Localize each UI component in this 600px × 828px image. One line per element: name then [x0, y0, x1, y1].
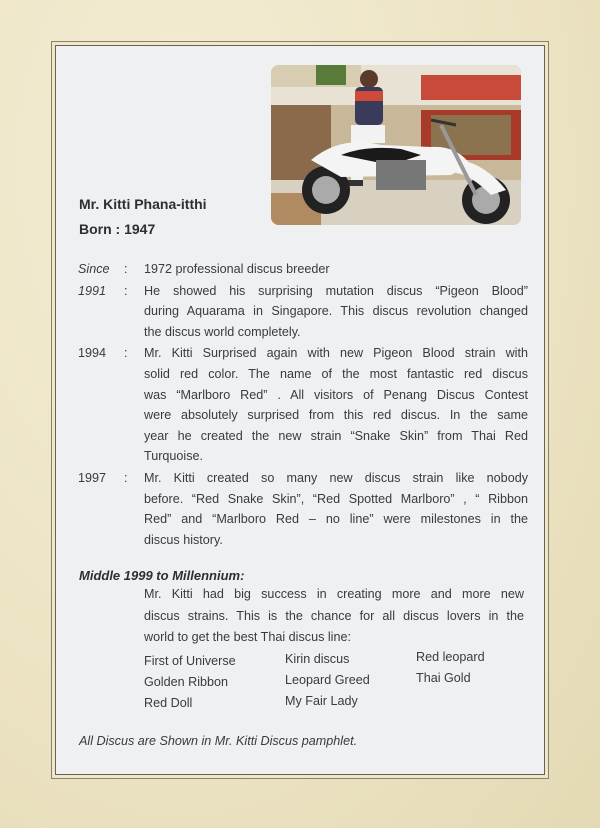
- strain-item: Red leopard: [416, 650, 485, 664]
- timeline-line: solid red color. The name of the most fantastic red discus: [144, 366, 528, 381]
- timeline-line: before. “Red Snake Skin”, “Red Spotted Marlboro” , “ Ribbon: [144, 491, 528, 506]
- paragraph-line: world to get the best Thai discus line:: [144, 630, 351, 644]
- motorcycle-photo: [271, 65, 521, 225]
- timeline-line: was “Marlboro Red” . All visitors of Penang Discus Contest: [144, 387, 528, 402]
- strain-item: My Fair Lady: [285, 694, 358, 708]
- strain-item: Kirin discus: [285, 652, 350, 666]
- timeline-text: [144, 281, 528, 343]
- footer-note: All Discus are Shown in Mr. Kitti Discus pamphlet.: [79, 734, 358, 748]
- timeline-line: year he created the new strain “Snake Skin” from Thai Red: [144, 428, 528, 443]
- timeline-line: Mr. Kitti Surprised again with new Pigeon Blood strain with: [144, 346, 528, 361]
- timeline-year: 1994: [78, 346, 107, 361]
- timeline-line: were absolutely surprised from this red discus. In the same: [144, 408, 528, 423]
- timeline-text: [144, 468, 528, 550]
- birth-year: Born : 1947: [79, 221, 156, 237]
- timeline-line: 1972 professional discus breeder: [144, 262, 330, 276]
- strain-item: Red Doll: [144, 696, 193, 710]
- timeline-line: Red” and “Marlboro Red – no line” were milestones in the: [144, 512, 528, 527]
- timeline-entry-1994: [78, 343, 528, 467]
- millennium-paragraph: [144, 584, 524, 649]
- timeline-colon: :: [124, 262, 128, 276]
- strain-list: [144, 648, 524, 718]
- timeline-line: the discus world completely.: [144, 324, 301, 339]
- timeline-line: He showed his surprising mutation discus “Pigeon Blood”: [144, 283, 528, 298]
- millennium-heading: Middle 1999 to Millennium:: [79, 568, 245, 583]
- timeline-colon: :: [124, 470, 128, 485]
- photo-image: [271, 65, 521, 225]
- document-panel: [55, 45, 545, 775]
- timeline-text: [144, 343, 528, 467]
- timeline-colon: :: [124, 283, 128, 298]
- timeline-entry-1991: [78, 281, 528, 343]
- timeline-entry-since: [78, 259, 528, 280]
- strain-item: Leopard Greed: [285, 673, 370, 687]
- timeline-year: Since: [78, 262, 110, 276]
- timeline-line: discus history.: [144, 532, 223, 547]
- paragraph-line: Mr. Kitti had big success in creating more and more new: [144, 587, 524, 601]
- timeline-year: 1997: [78, 470, 107, 485]
- timeline: [78, 259, 528, 550]
- strain-item: Thai Gold: [416, 671, 471, 685]
- timeline-entry-1997: [78, 468, 528, 550]
- timeline-line: during Aquarama in Singapore. This discus revolution changed: [144, 304, 528, 319]
- timeline-line: Mr. Kitti created so many new discus strain like nobody: [144, 470, 528, 485]
- paragraph-line: discus strains. This is the chance for all discus lovers in the: [144, 608, 524, 623]
- timeline-text: [144, 259, 528, 280]
- person-name: Mr. Kitti Phana-itthi: [79, 196, 207, 212]
- timeline-year: 1991: [78, 283, 107, 298]
- timeline-line: Turquoise.: [144, 449, 204, 464]
- strain-item: Golden Ribbon: [144, 675, 229, 689]
- timeline-colon: :: [124, 346, 128, 361]
- strain-item: First of Universe: [144, 654, 236, 668]
